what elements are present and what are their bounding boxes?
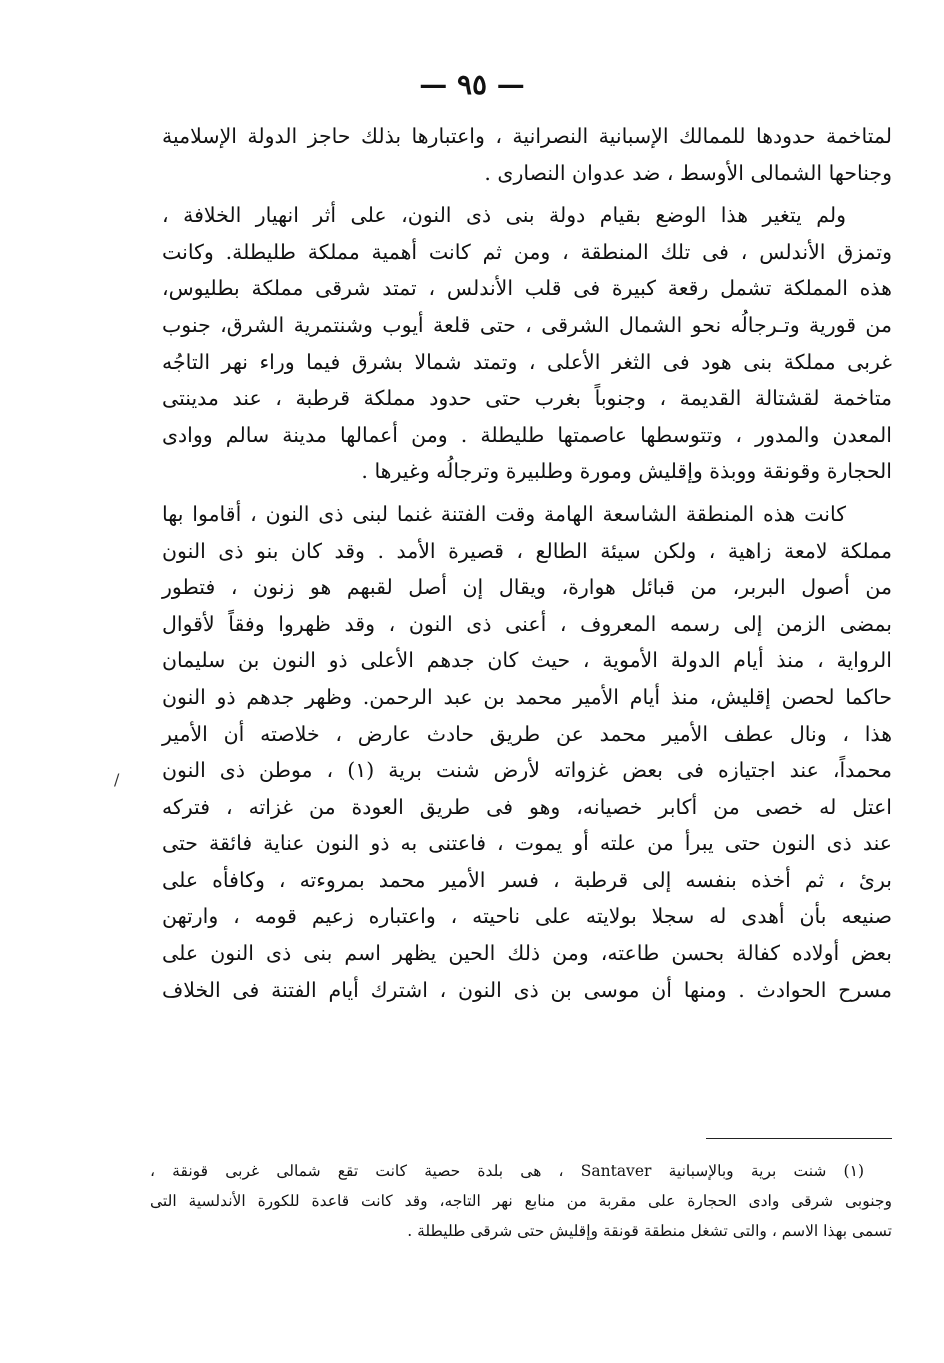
text-line: بعض أولاده كفالة بحسن طاعته، ومن ذلك الحين يظهر اسم بنى ذى النون على — [162, 941, 892, 966]
text-line: هذا ، ونال عطف الأمير محمد عن طريق حادث عارض ، خلاصته أن الأمير — [162, 721, 892, 746]
text-line: من أصول البربر، من قبائل هوارة، ويقال إن أصل لقبهم هو زنون ، فتطور — [162, 575, 892, 600]
text-line: هذه المملكة تشمل رقعة كبيرة فى قلب الأندلس ، تمتد شرقى مملكة بطليوس، — [162, 276, 892, 301]
text-line: بمضى الزمن إلى رسمه المعروف ، أعنى ذى النون ، وقد ظهروا وفقاً لأقوال — [162, 611, 892, 636]
footnote-separator — [706, 1138, 892, 1139]
footnote-line: تسمى بهذا الاسم ، والتى تشغل منطقة قونقة وإقليش حتى شرقى طليطلة . — [407, 1222, 892, 1240]
text-line: الحجارة وقونقة ووبذة وإقليش ومورة وطلبيرة وترجالُه وغيرها . — [361, 459, 892, 484]
text-line: كانت هذه المنطقة الشاسعة الهامة وقت الفتنة غنما لبنى ذى النون ، أقاموا بها — [162, 501, 846, 526]
text-line: برئ ، ثم أخذه بنفسه إلى قرطبة ، فسر الأمير محمد بمروءته ، وكافأه على — [162, 867, 892, 892]
text-line: غربى مملكة بنى هود فى الثغر الأعلى ، وتمتد شمالا بشرق فيما وراء نهر التاجُه — [162, 349, 892, 374]
text-line: مملكة لامعة زاهية ، ولكن سيئة الطالع ، قصيرة الأمد . وقد كان بنو ذى النون — [162, 538, 892, 563]
paragraph-2 — [162, 197, 892, 490]
paragraph-1 — [162, 118, 892, 191]
text-line: متاخمة لقشتالة القديمة ، وجنوباً بغرب حتى حدود مملكة قرطبة ، عند مدينتى — [162, 386, 892, 411]
text-line: محمداً، عند اجتيازه فى بعض غزواته لأرض شنت برية (١) ، موطن ذى النون — [162, 758, 892, 783]
text-line: الرواية ، منذ أيام الدولة الأموية ، حيث كان جدهم الأعلى ذو النون بن سليمان — [162, 648, 892, 673]
paragraph-3 — [162, 496, 892, 1008]
text-line: المعدن والمدور ، وتتوسطها عاصمتها طليطلة . ومن أعمالها مدينة سالم ووادى — [162, 422, 892, 447]
footnote — [150, 1156, 892, 1246]
text-line: وتمزق الأندلس ، فى تلك المنطقة ، ومن ثم كانت أهمية مملكة طليطلة. وكانت — [162, 239, 892, 264]
page-number: — ٩٥ — — [419, 68, 525, 101]
text-line: ولم يتغير هذا الوضع بقيام دولة بنى ذى النون، على أثر انهيار الخلافة ، — [162, 203, 846, 228]
text-line: صنيعه بأن أهدى له سجلا بولايته على ناحيته ، واعتباره زعيم قومه ، وارتهن — [162, 904, 892, 929]
text-line: عند ذى النون حتى يبرأ من علته أو يموت ، فاعتنى به ذو النون عناية فائقة حتى — [162, 831, 892, 856]
text-line: اعتل له خصى من أكابر خصيانه، وهو فى طريق العودة من غزاته ، فتركه — [162, 794, 892, 819]
text-line: مسرح الحوادث . ومنها أن موسى بن ذى النون ، اشترك أيام الفتنة فى الخلاف — [162, 977, 892, 1002]
text-line: لمتاخمة حدودها للممالك الإسبانية النصرانية ، واعتبارها بذلك حاجز الدولة الإسلامية — [162, 124, 892, 148]
text-line: حاكما لحصن إقليش، منذ أيام الأمير محمد بن عبد الرحمن. وظهر جدهم ذو النون — [162, 684, 892, 709]
text-line: وجناحها الشمالى الأوسط ، ضد عدوان النصارى . — [484, 160, 892, 185]
text-line: من قورية وتـرجالُه نحو الشمال الشرقى ، حتى قلعة أيوب وشنتمرية الشرق، جنوب — [162, 312, 892, 337]
footnote-line: (١) شنت برية وبالإسبانية Santaver ، هى بلدة حصية كانت تقع شمالى غربى قونقة ، — [150, 1162, 864, 1180]
margin-mark: / — [114, 770, 120, 789]
body-text — [162, 118, 892, 1014]
footnote-line: وجنوبى شرقى وادى الحجارة على مقربة من منابع نهر التاجه، وقد كانت قاعدة للكورة الأندلسية التى — [150, 1192, 892, 1210]
